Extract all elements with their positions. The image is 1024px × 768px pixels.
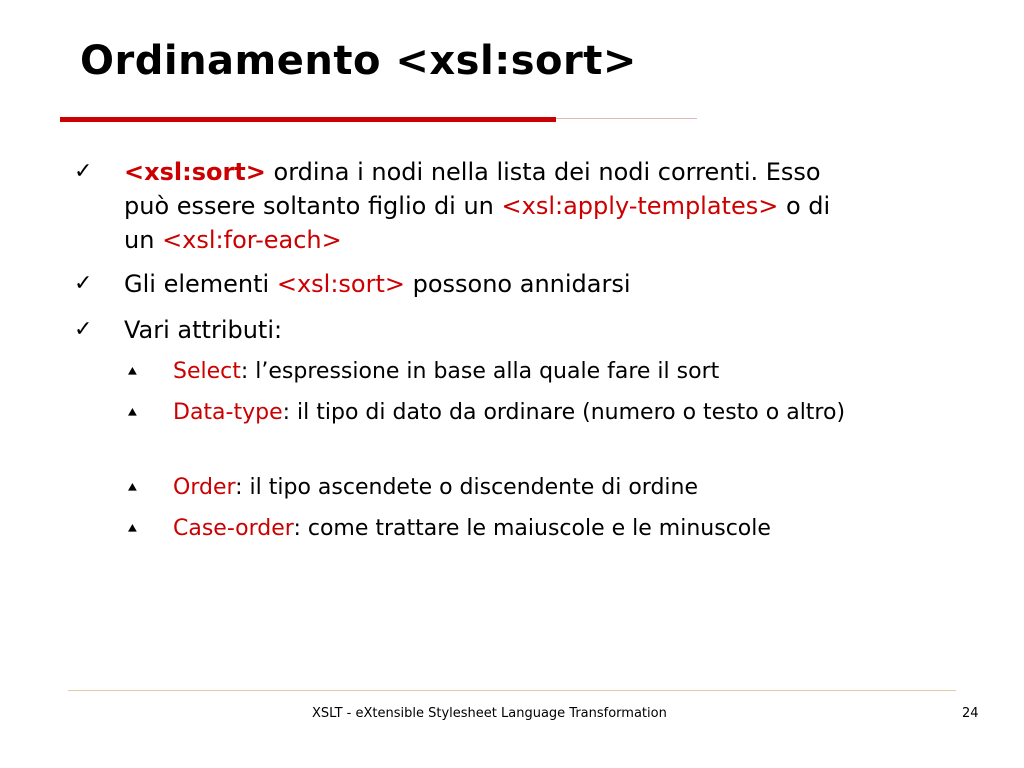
bullet-text: Vari attributi: bbox=[124, 316, 283, 344]
caret-up-icon: ⯅ bbox=[126, 478, 139, 497]
bullet-text: Gli elementi bbox=[124, 270, 277, 298]
footer-divider bbox=[68, 690, 956, 691]
caret-up-icon: ⯅ bbox=[126, 519, 139, 538]
for-each-tag: <xsl:for-each> bbox=[162, 226, 342, 254]
bullet-text: ordina i nodi nella lista dei nodi correnti. Esso può essere soltanto figlio di un bbox=[124, 158, 821, 220]
bullet-item-attributes bbox=[74, 313, 844, 347]
title-underline-extension bbox=[556, 118, 697, 119]
page-number: 24 bbox=[962, 706, 979, 721]
sub-bullet-case-order bbox=[126, 511, 823, 547]
checkmark-icon: ✓ bbox=[74, 159, 93, 184]
apply-templates-tag: <xsl:apply-templates> bbox=[501, 192, 779, 220]
attribute-name: Order bbox=[173, 475, 236, 500]
slide-title: Ordinamento <xsl:sort> bbox=[80, 38, 637, 84]
sub-bullet-data-type bbox=[126, 395, 873, 431]
caret-up-icon: ⯅ bbox=[126, 403, 139, 422]
attribute-name: Data-type bbox=[173, 400, 283, 425]
attribute-description: : il tipo ascendete o discendente di ordine bbox=[235, 475, 698, 500]
bullet-item-nesting bbox=[74, 267, 844, 301]
attribute-description: : come trattare le maiuscole e le minuscole bbox=[293, 516, 771, 541]
title-underline bbox=[60, 117, 556, 122]
sub-bullet-select bbox=[126, 354, 893, 390]
checkmark-icon: ✓ bbox=[74, 271, 93, 296]
sort-tag: <xsl:sort> bbox=[276, 270, 405, 298]
caret-up-icon: ⯅ bbox=[126, 362, 139, 381]
bullet-item-sort-description bbox=[74, 155, 844, 257]
attribute-name: Case-order bbox=[173, 516, 294, 541]
attribute-description: : l’espressione in base alla quale fare il sort bbox=[240, 359, 720, 384]
bullet-text: o di un bbox=[124, 192, 831, 254]
footer-caption: XSLT - eXtensible Stylesheet Language Transformation bbox=[312, 706, 667, 721]
sub-bullet-order bbox=[126, 470, 893, 506]
bullet-text: possono annidarsi bbox=[404, 270, 631, 298]
checkmark-icon: ✓ bbox=[74, 317, 93, 342]
attribute-name: Select bbox=[173, 359, 241, 384]
sort-tag: <xsl:sort> bbox=[124, 158, 266, 186]
attribute-description: : il tipo di dato da ordinare (numero o testo o altro) bbox=[282, 400, 846, 425]
